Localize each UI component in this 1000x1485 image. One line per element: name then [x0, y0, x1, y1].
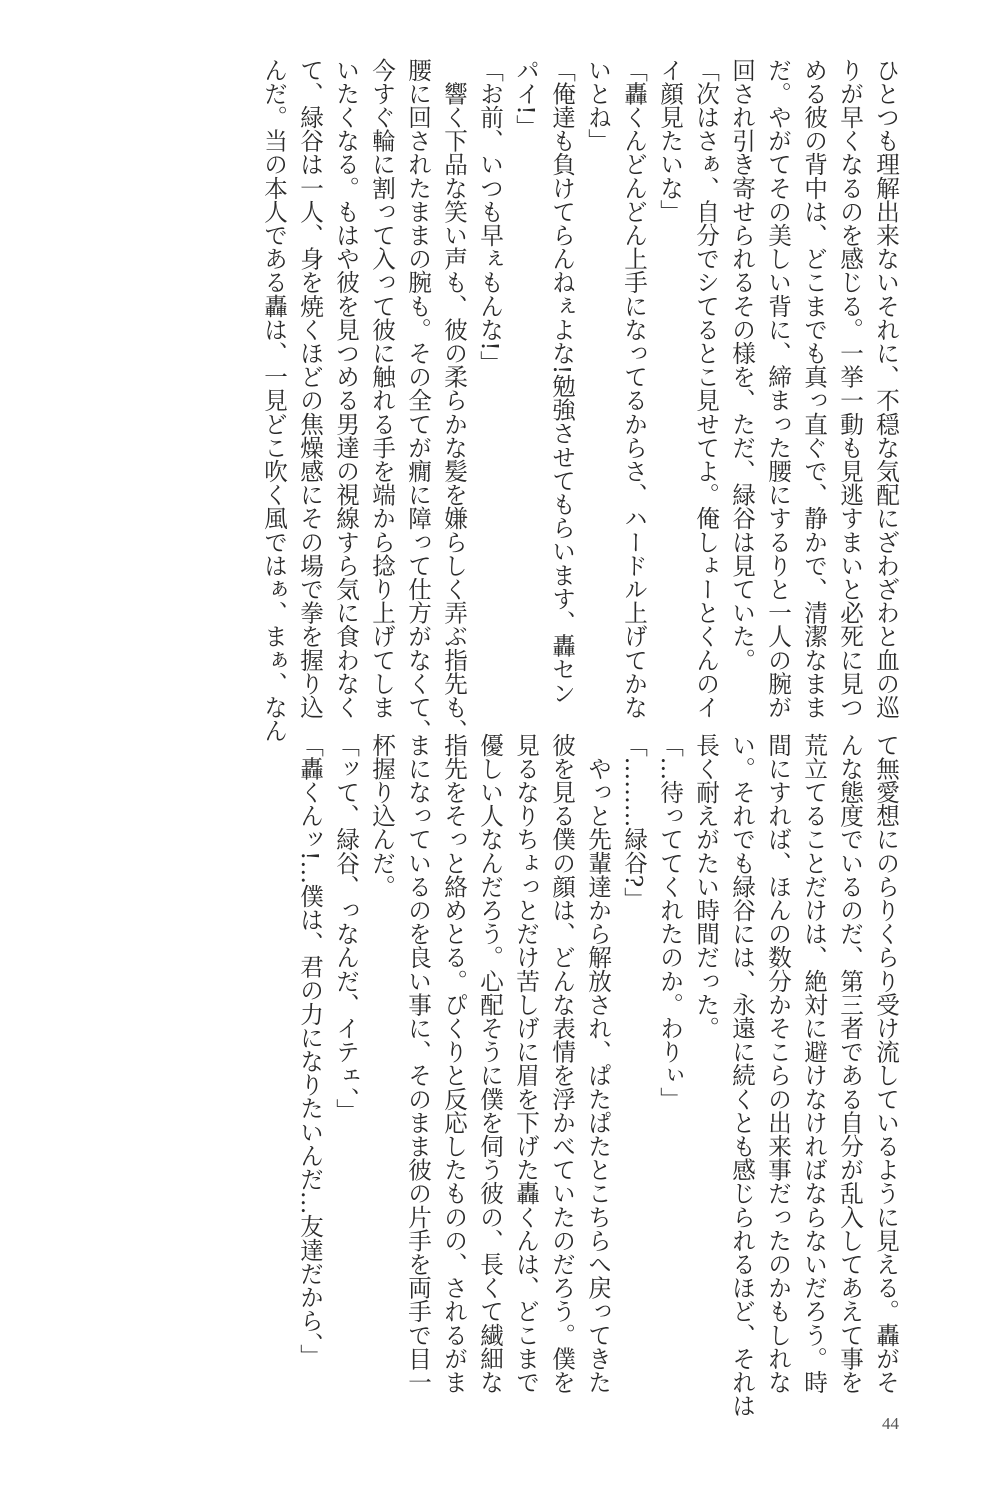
text-line: だ。やがてその美しい背に、締まった腰にするりと一人の腕が	[764, 58, 792, 719]
text-line: い。それでも緑谷には、永遠に続くとも感じられるほど、それは	[728, 733, 756, 1418]
text-line: 「ッて、緑谷、っなんだ、イテェ、」	[332, 733, 360, 1123]
text-line: 「次はさぁ、自分でシてるとこ見せてよ。俺しょーとくんのイ	[692, 58, 720, 719]
text-line: 「俺達も負けてらんねぇよな!勉強させてもらいます、轟セン	[548, 58, 576, 705]
text-line: 長く耐えがたい時間だった。	[692, 733, 720, 1040]
text-line: んだ。当の本人である轟は、一見どこ吹く風ではぁ、まぁ、なん	[260, 58, 288, 743]
text-line: 今すぐ輪に割って入って彼に触れる手を端から捻り上げてしま	[368, 58, 396, 719]
text-block-top	[256, 58, 904, 743]
text-line: 荒立てることだけは、絶対に避けなければならないだろう。時	[800, 733, 828, 1394]
text-line: 腰に回されたままの腕も。その全てが癇に障って仕方がなくて、	[404, 58, 432, 743]
page-number: 44	[882, 1414, 899, 1433]
text-line: て、緑谷は一人、身を焼くほどの焦燥感にその場で拳を握り込	[296, 58, 324, 719]
text-line: 優しい人なんだろう。心配そうに僕を伺う彼の、長くて繊細な	[476, 733, 504, 1394]
text-line: 「………緑谷?」	[620, 733, 648, 911]
text-line: りが早くなるのを感じる。一挙一動も見逃すまいと必死に見つ	[836, 58, 864, 719]
text-line: 「お前、いつも早ぇもんな!」	[476, 58, 504, 375]
text-line: んな態度でいるのだ、第三者である自分が乱入してあえて事を	[836, 733, 864, 1394]
text-line: 「轟くんッ!…僕は、君の力になりたいんだ…友達だから、」	[296, 733, 324, 1368]
text-line: 回され引き寄せられるその様を、ただ、緑谷は見ていた。	[728, 58, 756, 672]
text-line: やっと先輩達から解放され、ぱたぱたとこちらへ戻ってきた	[584, 733, 612, 1394]
text-line: パイ!」	[512, 58, 540, 139]
text-line: 響く下品な笑い声も、彼の柔らかな髪を嫌らしく弄ぶ指先も、	[440, 58, 468, 743]
text-line: まになっているのを良い事に、そのまま彼の片手を両手で目一	[404, 733, 432, 1394]
text-line: 「…待っててくれたのか。わりぃ」	[656, 733, 684, 1111]
text-line: 間にすれば、ほんの数分かそこらの出来事だったのかもしれな	[764, 733, 792, 1394]
text-block-bottom	[292, 733, 904, 1418]
text-line: 指先をそっと絡めとる。ぴくりと反応したものの、されるがま	[440, 733, 468, 1394]
text-line: 杯握り込んだ。	[368, 733, 396, 899]
text-line: イ顔見たいな」	[656, 58, 684, 224]
text-line: 彼を見る僕の顔は、どんな表情を浮かべていたのだろう。僕を	[548, 733, 576, 1394]
text-line: 見るなりちょっとだけ苦しげに眉を下げた轟くんは、どこまで	[512, 733, 540, 1394]
text-line: いたくなる。もはや彼を見つめる男達の視線すら気に食わなく	[332, 58, 360, 719]
text-line: ひとつも理解出来ないそれに、不穏な気配にざわざわと血の巡	[872, 58, 900, 719]
text-line: いとね」	[584, 58, 612, 153]
text-line: 「轟くんどんどん上手になってるからさ、ハードル上げてかな	[620, 58, 648, 719]
text-line: て無愛想にのらりくらり受け流しているように見える。轟がそ	[872, 733, 900, 1394]
text-line: める彼の背中は、どこまでも真っ直ぐで、静かで、清潔なまま	[800, 58, 828, 719]
